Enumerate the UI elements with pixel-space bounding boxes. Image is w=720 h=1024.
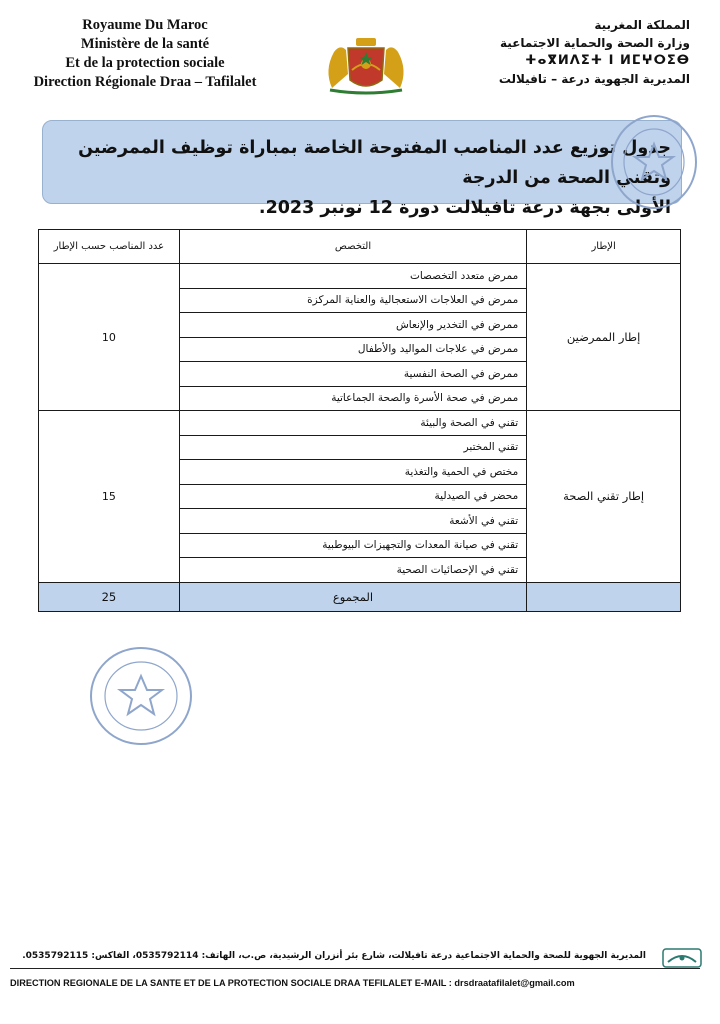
footer-arabic-address: المديرية الجهوية للصحة والحماية الاجتماعية درعة تافيلالت، شارع بئر أنزران الرشيدية، ص.ب، الهاتف: 0535792114، الفاكس: 0535792115. [22, 951, 646, 961]
specialty-cell: تقني في صيانة المعدات والتجهيزات البيوطبية [179, 533, 526, 558]
specialty-cell: محضر في الصيدلية [179, 484, 526, 509]
footer-divider [10, 968, 700, 969]
total-label: المجموع [179, 582, 526, 611]
corps-cell-nurses: إطار الممرضين [527, 264, 681, 411]
total-value: 25 [39, 582, 180, 611]
header-specialty: التخصص [179, 230, 526, 264]
specialty-cell: ممرض في صحة الأسرة والصحة الجماعاتية [179, 386, 526, 411]
specialty-cell: ممرض في علاجات المواليد والأطفال [179, 337, 526, 362]
total-empty-cell [527, 582, 681, 611]
header-arabic-line: المديرية الجهوية درعة – تافيلالت [498, 72, 690, 86]
header-positions: عدد المناصب حسب الإطار [39, 230, 180, 264]
header-french-block [10, 16, 280, 92]
specialty-cell: ممرض في الصحة النفسية [179, 362, 526, 387]
specialty-cell: تقني في الصحة والبيئة [179, 411, 526, 436]
header-arabic-block [450, 16, 690, 88]
header-french-line: Royaume Du Maroc [82, 17, 208, 33]
header-corps: الإطار [527, 230, 681, 264]
official-stamp-icon [86, 644, 196, 748]
coat-of-arms-icon [318, 34, 414, 96]
header-french-line: Et de la protection sociale [65, 55, 225, 71]
corps-cell-technicians: إطار تقني الصحة [527, 411, 681, 583]
positions-cell-technicians: 15 [39, 411, 180, 583]
total-row [39, 582, 681, 611]
specialty-cell: ممرض في التخدير والإنعاش [179, 313, 526, 338]
ministry-logo-icon [662, 948, 702, 968]
document-title-line-2: الأولى بجهة درعة تافيلالت دورة 12 نونبر 2023. [258, 198, 671, 218]
specialty-cell: ممرض في العلاجات الاستعجالية والعناية المركزة [179, 288, 526, 313]
positions-cell-nurses: 10 [39, 264, 180, 411]
table-header-row [39, 230, 681, 264]
table-row [39, 264, 681, 289]
header-french-line: Ministère de la santé [80, 36, 210, 52]
official-stamp-icon [606, 110, 698, 214]
header-french-line: Direction Régionale Draa – Tafilalet [33, 74, 257, 90]
footer-french-address: DIRECTION REGIONALE DE LA SANTE ET DE LA PROTECTION SOCIALE DRAA TEFILALET E-MAIL : drsdraatafilalet@gmail.com [10, 978, 575, 988]
specialty-cell: تقني المختبر [179, 435, 526, 460]
specialty-cell: تقني في الأشعة [179, 509, 526, 534]
header-arabic-line: وزارة الصحة والحماية الاجتماعية [500, 36, 690, 50]
document-title-box [42, 120, 682, 218]
document-title-line-1: جدول توزيع عدد المناصب المفتوحة الخاصة بمباراة توظيف الممرضين وتقني الصحة من الدرجة [78, 138, 671, 188]
table-row [39, 411, 681, 436]
positions-table [38, 229, 681, 612]
specialty-cell: مختص في الحمية والتغذية [179, 460, 526, 485]
specialty-cell: ممرض متعدد التخصصات [179, 264, 526, 289]
header-tifinagh-line: ⵜⴰⴳⵍⴷⵉⵜ ⵏ ⵍⵎⵖⵔⵉⴱ [525, 53, 690, 68]
specialty-cell: تقني في الإحصائيات الصحية [179, 558, 526, 583]
header-arabic-line: المملكة المغربية [594, 18, 690, 32]
